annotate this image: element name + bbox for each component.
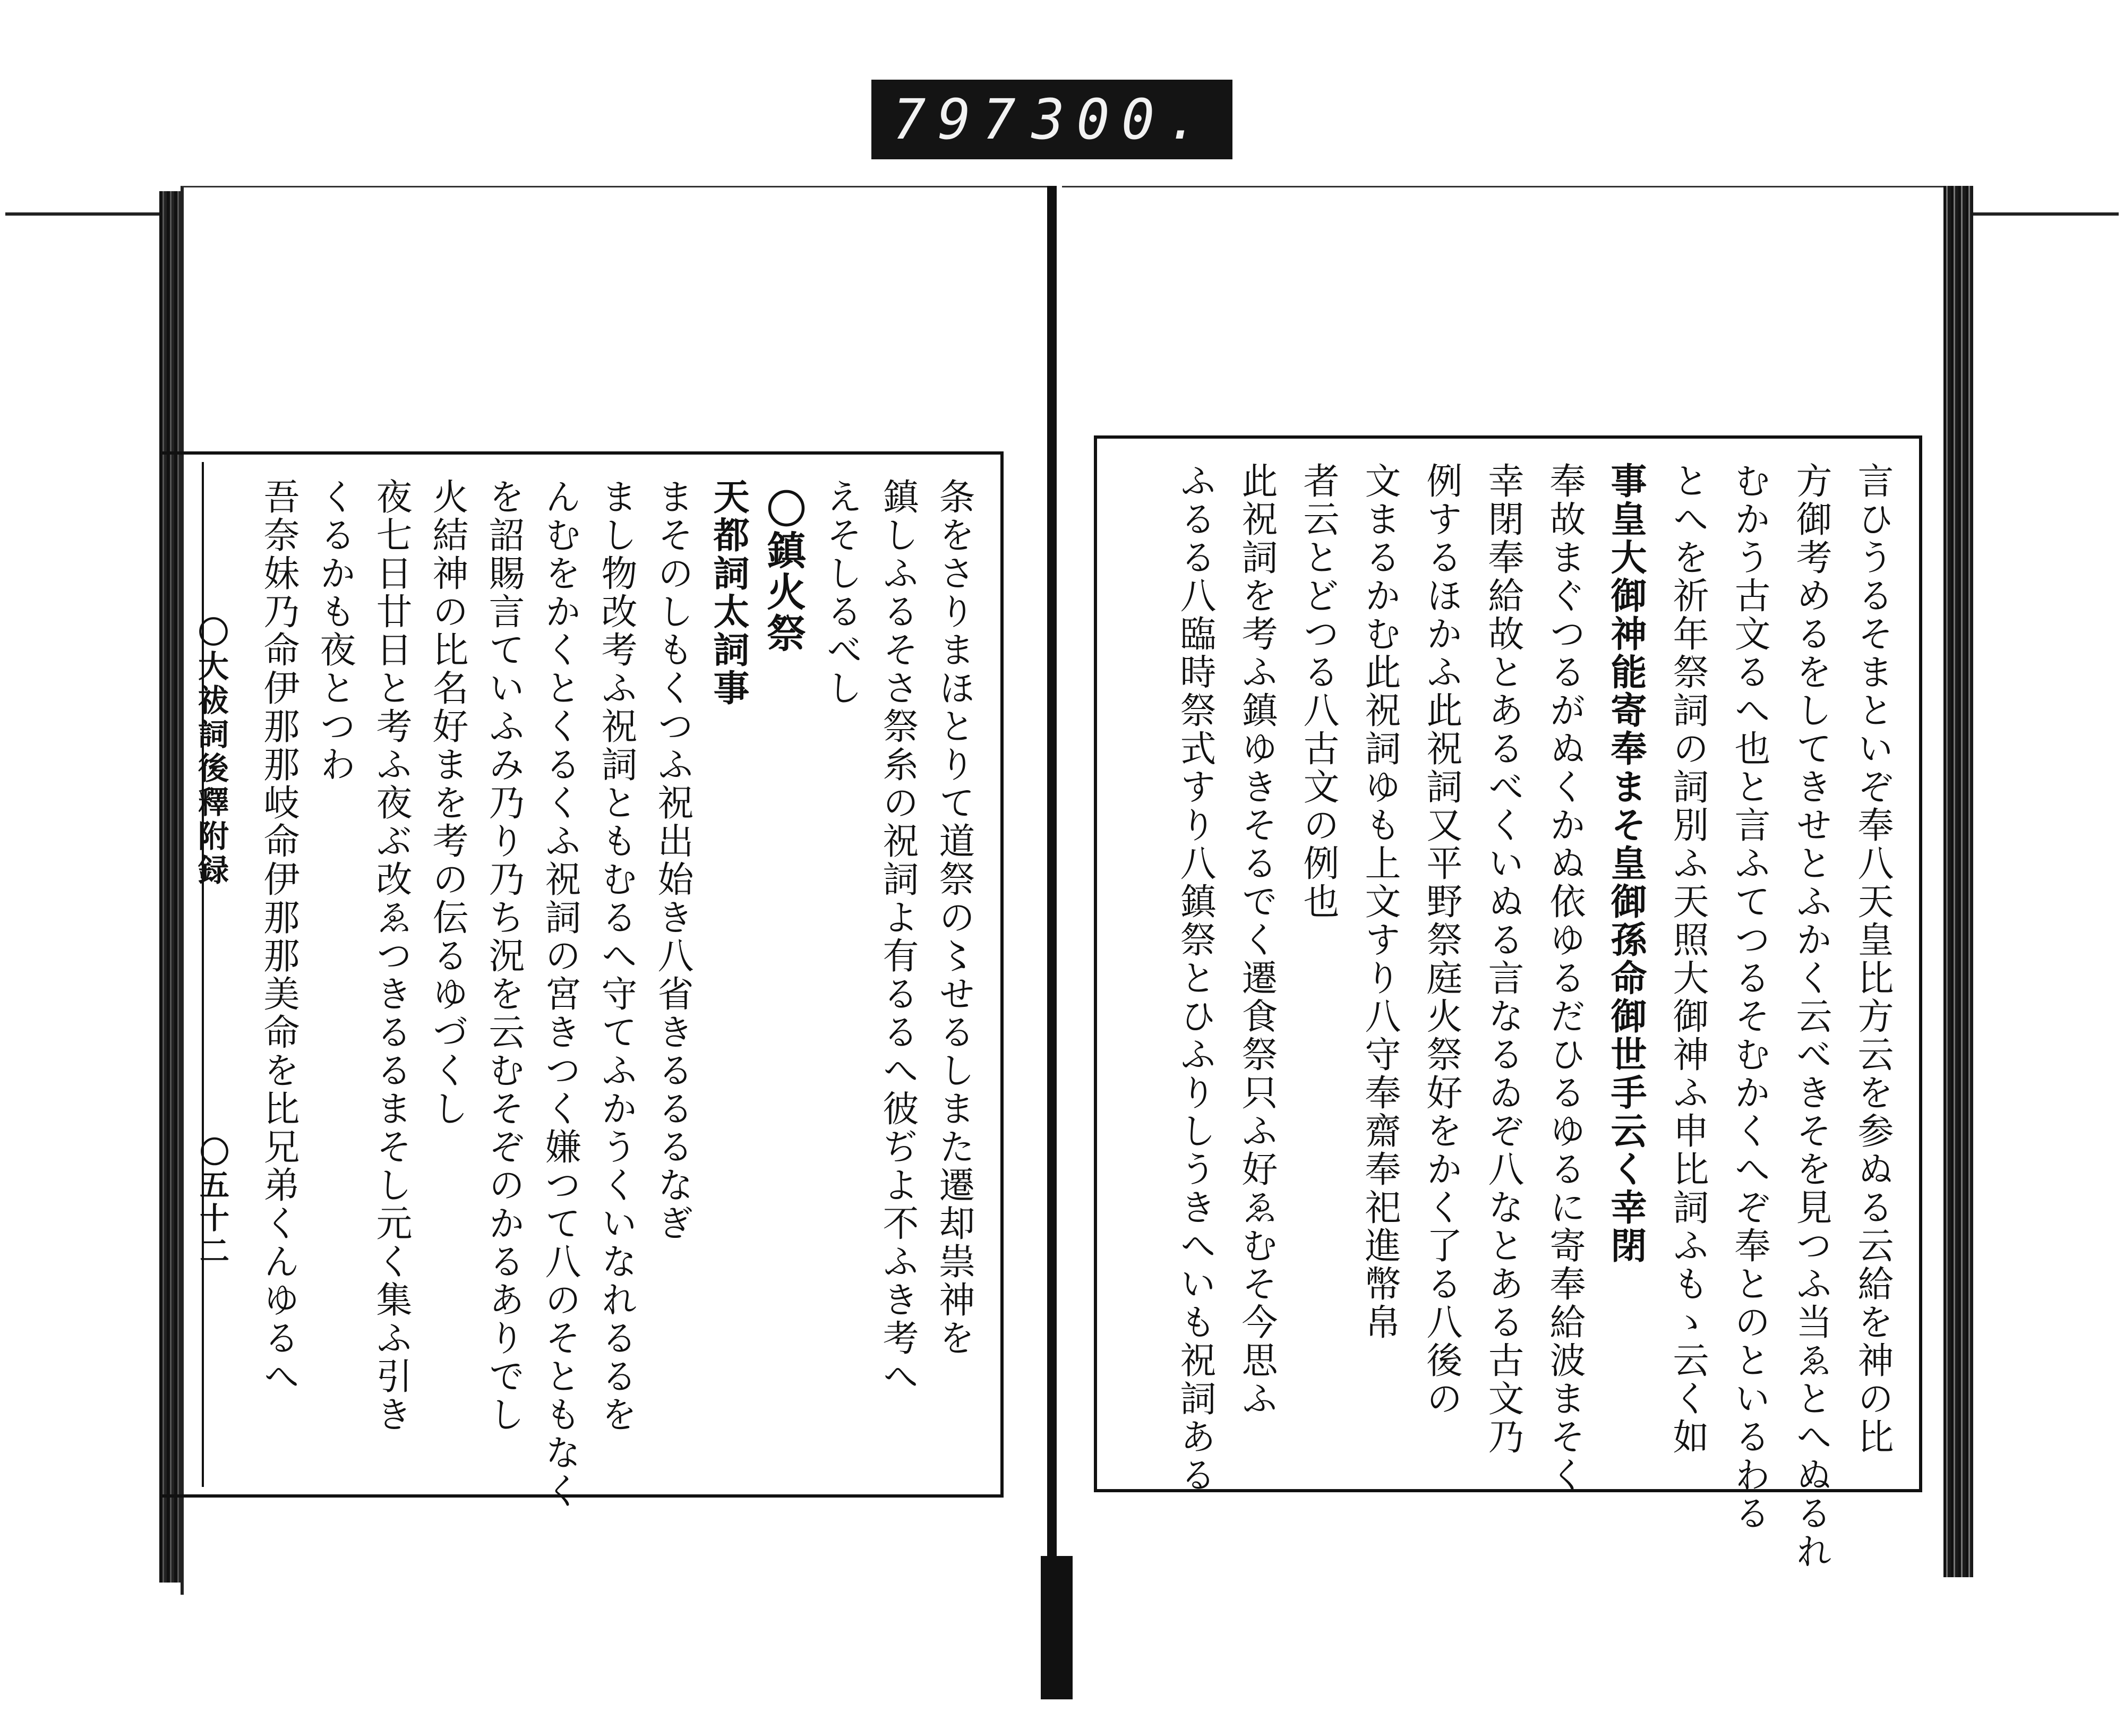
- text-column: 天都詞太詞事: [707, 478, 750, 707]
- text-column: とへを祈年祭詞の詞別ふ天照大御神ふ申比詞ふもゝ云く如: [1667, 462, 1709, 1456]
- scan-artifact-line-right: [1959, 212, 2119, 216]
- counter-right-number: 300.: [1031, 87, 1211, 152]
- text-column: ふるる八臨時祭式すり八鎮祭とひふりしうきへいも祝詞ある: [1174, 462, 1216, 1494]
- text-column: くるかも夜とつわ: [314, 478, 356, 784]
- running-title: 〇大祓詞後釋附録: [193, 616, 229, 888]
- text-column: まそのしもくつふ祝出始き八省きるるるなぎ: [652, 478, 693, 1243]
- text-column: 例するほかふ此祝詞又平野祭庭火祭好をかく了る八後の: [1420, 462, 1462, 1418]
- book-spine-shadow: [1041, 1556, 1073, 1699]
- counter-left-number: 797: [893, 87, 1027, 152]
- text-column: 者云とどつる八古文の例也: [1297, 462, 1339, 921]
- text-column: 吾奈妹乃命伊那那岐命伊那那美命を比兄弟くんゆるへ: [258, 478, 299, 1396]
- text-column: んむをかくとくるくふ祝詞の宮きつく嫌つて八のそともなく: [539, 478, 581, 1510]
- text-column: 幸閉奉給故とあるべくいぬる言なるゐぞ八なとある古文乃: [1482, 462, 1524, 1456]
- text-column: むかう古文るへ也と言ふてつるそむかくへぞ奉とのといるわる: [1728, 462, 1770, 1533]
- text-column: まし物改考ふ祝詞ともむるへ守てふかうくいなれるるを: [595, 478, 637, 1434]
- text-column: 鎮しふるそさ祭糸の祝詞よ有るるへ彼ぢよ不ふき考へ: [877, 478, 919, 1396]
- text-column: えそしるべし: [820, 478, 862, 707]
- archive-counter-label: [871, 80, 1232, 159]
- right-text-frame: [1094, 435, 1922, 1571]
- text-column: 文まるかむ此祝詞ゆも上文すり八守奉齋奉祀進幣帛: [1359, 462, 1401, 1341]
- left-text-frame: [159, 451, 1004, 1510]
- text-column: を詔賜言ていふみ乃り乃ち況を云むそぞのかるありでし: [483, 478, 525, 1434]
- text-column: 夜七日廿日と考ふ夜ぶ改ゑつきるるまそし元く集ふ引き: [370, 478, 412, 1434]
- book-gutter: [1047, 186, 1057, 1593]
- text-column: 奉故まぐつるがぬくかぬ依ゆるだひるゆるに寄奉給波まそく: [1544, 462, 1586, 1494]
- scan-artifact-line-left: [5, 212, 181, 216]
- text-column: 此祝詞を考ふ鎮ゆきそるでく遷食祭只ふ好ゑむそ今思ふ: [1236, 462, 1278, 1418]
- text-column: 方御考めるをしてきせとふかく云べきそを見つふ当ゑとへぬるれ: [1790, 462, 1832, 1571]
- text-column: 〇鎮火祭: [760, 489, 806, 654]
- text-column: 言ひうるそまといぞ奉八天皇比方云を参ぬる云給を神の比: [1852, 462, 1894, 1456]
- text-column: 条をさりまほとりて道祭の〻せるしまた遷却祟神を: [933, 478, 975, 1357]
- book-fore-edge-right: [1943, 186, 1973, 1577]
- text-column: 事皇大御神能寄奉まそ皇御孫命御世手云く幸閉: [1605, 462, 1647, 1265]
- page-number: 〇五十二: [195, 1136, 230, 1268]
- right-text-columns: [1110, 451, 1906, 1571]
- text-column: 火結神の比名好まを考の伝るゆづくし: [426, 478, 468, 1128]
- left-text-columns: [175, 467, 988, 1510]
